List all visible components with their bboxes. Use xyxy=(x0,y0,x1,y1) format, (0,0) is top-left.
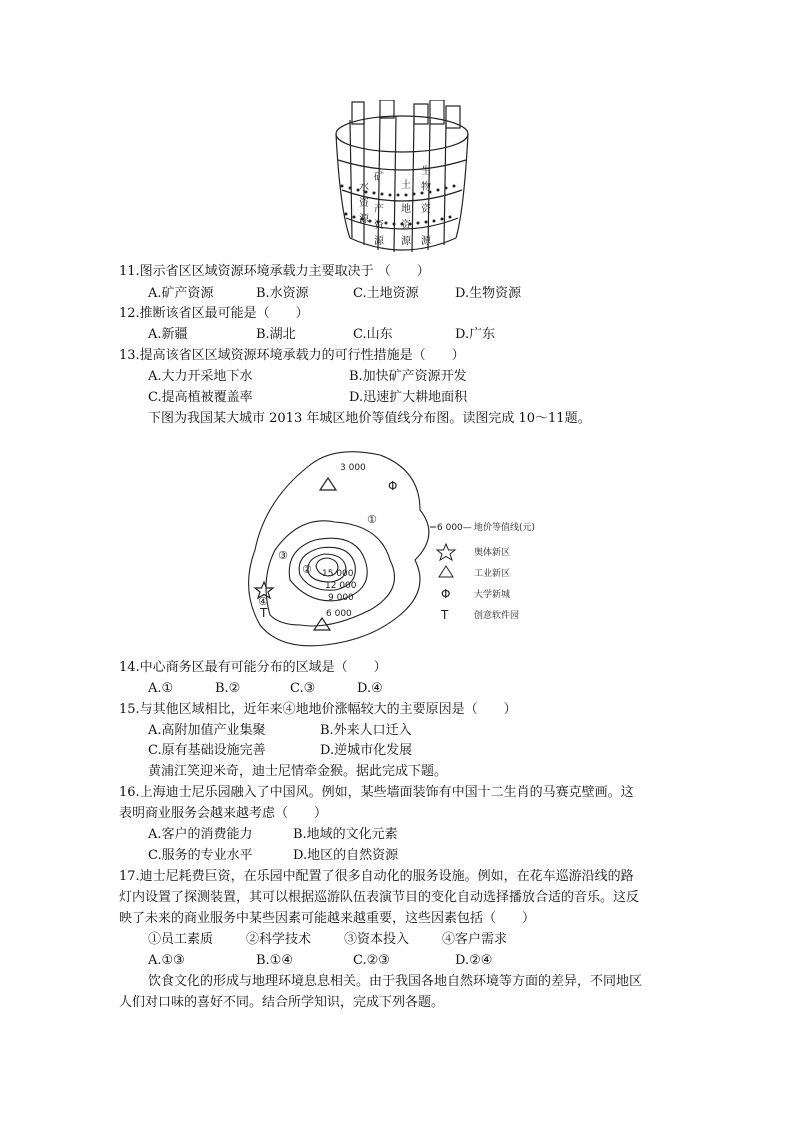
stave-char: 资 xyxy=(401,220,411,231)
legend-university: 大学新城 xyxy=(474,590,511,600)
q17-factor-1: ①员工素质 xyxy=(148,932,214,947)
land-price-contour-map xyxy=(240,440,570,658)
region-1-label: ① xyxy=(367,513,377,526)
q14-option-d[interactable]: D.④ xyxy=(357,681,383,696)
q16-option-a[interactable]: A.客户的消费能力 xyxy=(148,827,253,842)
question-13-stem: 13.提高该省区区域资源环境承载力的可行性措施是（ ） xyxy=(119,348,465,363)
region-2-label: ② xyxy=(302,563,312,576)
contour-label: 6 000 xyxy=(326,609,352,619)
stave-char: 土 xyxy=(401,180,411,191)
legend-t-icon: T xyxy=(441,608,449,622)
stave-char: 矿 xyxy=(374,172,384,183)
stave-char: 源 xyxy=(401,236,411,247)
q16-option-c[interactable]: C.服务的专业水平 xyxy=(148,848,253,863)
stave-char: 资 xyxy=(374,220,384,231)
contour-label: 15 000 xyxy=(322,569,354,579)
question-16-stem-line2: 表明商业服务会越来越考虑（ ） xyxy=(119,806,328,821)
disney-intro: 黄浦江笑迎米奇，迪士尼情牵金猴。据此完成下题。 xyxy=(148,764,448,779)
q17-option-b[interactable]: B.①④ xyxy=(256,953,293,968)
q11-option-a[interactable]: A.矿产资源 xyxy=(148,286,214,301)
legend-contour-label: 6 000— xyxy=(437,523,472,533)
q15-option-a[interactable]: A.高附加值产业集聚 xyxy=(148,723,266,738)
stave-char: 源 xyxy=(374,236,384,247)
q13-option-c[interactable]: C.提高植被覆盖率 xyxy=(148,390,253,405)
legend-industrial: 工业新区 xyxy=(474,569,511,579)
stave-char: 源 xyxy=(359,214,369,225)
software-park-icon: T xyxy=(260,606,268,620)
map-intro: 下图为我国某大城市 2013 年城区地价等值线分布图。读图完成 10～11题。 xyxy=(148,411,591,426)
contour-label: 9 000 xyxy=(328,593,354,603)
q13-option-d[interactable]: D.迅速扩大耕地面积 xyxy=(349,390,468,405)
q16-option-d[interactable]: D.地区的自然资源 xyxy=(293,848,399,863)
industrial-zone-icon xyxy=(314,618,330,630)
q14-option-b[interactable]: B.② xyxy=(215,681,241,696)
question-14-stem: 14.中心商务区最有可能分布的区域是（ ） xyxy=(119,660,387,675)
q17-option-c[interactable]: C.②③ xyxy=(353,953,390,968)
legend-phi-icon: Φ xyxy=(441,587,451,601)
legend-contour: 地价等值线(元) xyxy=(474,523,536,533)
question-11-stem: 11.图示省区区域资源环境承载力主要取决于 （ ） xyxy=(119,264,430,279)
q15-option-d[interactable]: D.逆城市化发展 xyxy=(320,743,413,758)
q12-option-a[interactable]: A.新疆 xyxy=(148,327,188,342)
stave-char: 资 xyxy=(359,198,369,209)
region-3-label: ③ xyxy=(278,549,288,562)
region-4-label: ④ xyxy=(258,595,268,608)
q15-option-b[interactable]: B.外来人口迁入 xyxy=(320,723,412,738)
stave-char: 地 xyxy=(401,204,411,215)
question-17-stem-line3: 映了未来的商业服务中某些因素可能越来越重要，这些因素包括（ ） xyxy=(119,911,536,926)
stave-char: 资 xyxy=(421,204,431,215)
food-intro-line2: 人们对口味的喜好不同。结合所学知识，完成下列各题。 xyxy=(119,995,445,1010)
question-17-stem-line1: 17.迪士尼耗费巨资，在乐园中配置了很多自动化的服务设施。例如，在花车巡游沿线的路 xyxy=(119,869,634,884)
question-17-stem-line2: 灯内设置了探测装置，其可以根据巡游队伍表演节目的变化自动选择播放合适的音乐。这反 xyxy=(119,890,640,905)
q17-option-a[interactable]: A.①③ xyxy=(148,953,185,968)
question-12-stem: 12.推断该省区最可能是（ ） xyxy=(119,306,309,321)
question-15-stem: 15.与其他区域相比，近年来④地地价涨幅较大的主要原因是（ ） xyxy=(119,702,517,717)
legend-olympic: 奥体新区 xyxy=(474,548,511,558)
legend-star-icon xyxy=(437,544,455,560)
q11-option-c[interactable]: C.土地资源 xyxy=(353,286,419,301)
stave-char: 产 xyxy=(374,204,384,215)
q12-option-c[interactable]: C.山东 xyxy=(353,327,393,342)
industrial-zone-icon xyxy=(320,478,336,490)
resource-barrel-illustration xyxy=(330,100,480,260)
q16-option-b[interactable]: B.地域的文化元素 xyxy=(293,827,398,842)
q17-option-d[interactable]: D.②④ xyxy=(455,953,493,968)
q17-factor-4: ④客户需求 xyxy=(442,932,508,947)
q13-option-b[interactable]: B.加快矿产资源开发 xyxy=(349,369,467,384)
stave-char: 生 xyxy=(421,166,431,177)
q12-option-d[interactable]: D.广东 xyxy=(455,327,496,342)
contour-label: 12 000 xyxy=(325,581,357,591)
legend-triangle-icon xyxy=(439,566,453,577)
stave-char: 物 xyxy=(421,182,431,193)
university-icon: Φ xyxy=(388,479,398,493)
q11-option-b[interactable]: B.水资源 xyxy=(256,286,309,301)
q13-option-a[interactable]: A.大力开采地下水 xyxy=(148,369,253,384)
q17-factor-2: ②科学技术 xyxy=(246,932,312,947)
q15-option-c[interactable]: C.原有基础设施完善 xyxy=(148,743,266,758)
question-16-stem-line1: 16.上海迪士尼乐园融入了中国风。例如，某些墙面装饰有中国十二生肖的马赛克壁画。这 xyxy=(119,785,634,800)
stave-char: 水 xyxy=(359,182,369,193)
stave-char: 源 xyxy=(421,236,431,247)
q11-option-d[interactable]: D.生物资源 xyxy=(455,286,522,301)
contour-label: 3 000 xyxy=(340,463,366,473)
q17-factor-3: ③资本投入 xyxy=(344,932,410,947)
q12-option-b[interactable]: B.湖北 xyxy=(256,327,296,342)
food-intro-line1: 饮食文化的形成与地理环境息息相关。由于我国各地自然环境等方面的差异，不同地区 xyxy=(148,974,643,989)
q14-option-c[interactable]: C.③ xyxy=(290,681,316,696)
q14-option-a[interactable]: A.① xyxy=(148,681,174,696)
legend-software: 创意软件园 xyxy=(474,611,520,621)
